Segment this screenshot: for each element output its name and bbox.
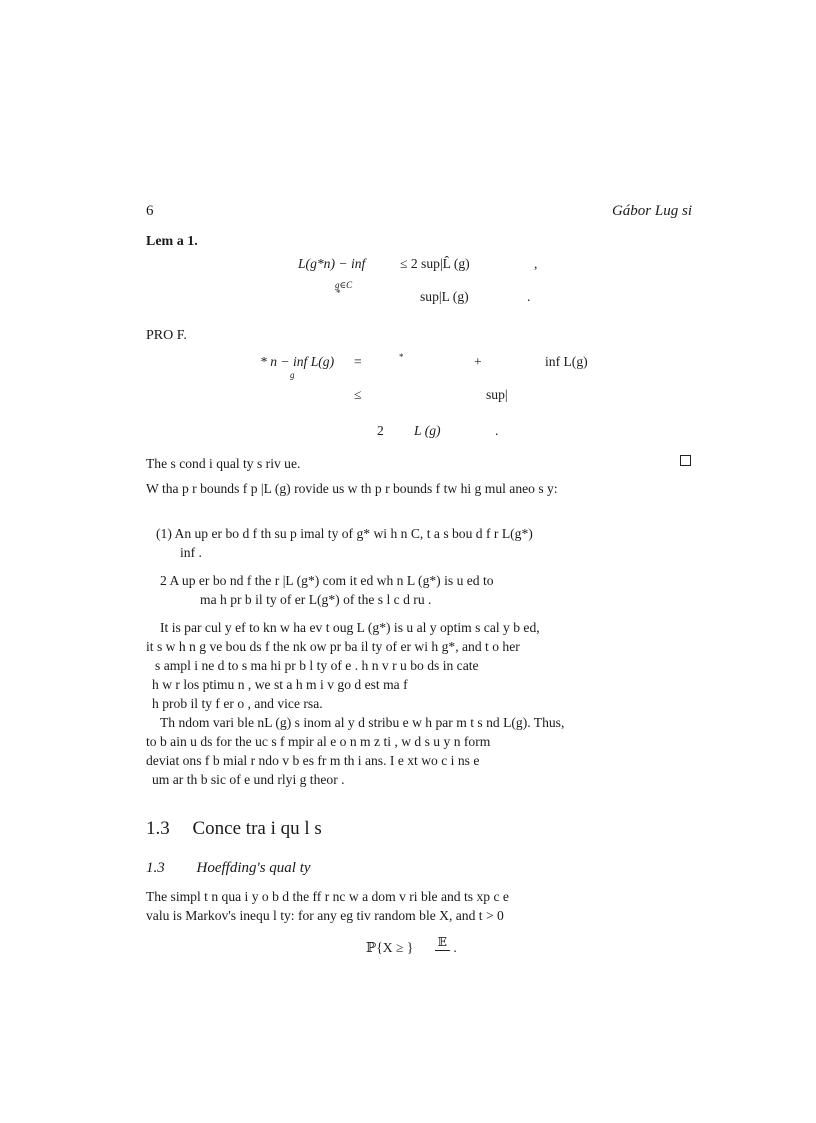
subsection-title: Hoeffding's qual ty — [196, 860, 311, 876]
lemma-eq1-subscript: g∈C — [335, 280, 353, 290]
proof-line1-equals: = — [354, 354, 362, 369]
page-number: 6 — [146, 203, 154, 219]
markov-line1: The simpl t n qua i y o b d the ff r nc w a dom v ri ble and ts xp c e — [146, 889, 509, 904]
paragraph-3-line4: h w r los ptimu n , we st a h m i v go d est ma f — [152, 677, 408, 692]
proof-line1-right: inf L(g) — [545, 354, 588, 369]
running-author: Gábor Lug si — [611, 203, 692, 219]
proof-line1-star: * — [399, 352, 404, 362]
lemma-eq2-end: . — [527, 289, 531, 304]
subsection-number: 1.3 — [146, 860, 165, 876]
proof-line3-l: L (g) — [414, 423, 441, 438]
paragraph-3-line2: it s w h n g ve bou ds f the nk ow pr ba il ty of er wi h g*, and t o her — [146, 639, 520, 654]
proof-line3-two: 2 — [377, 423, 384, 438]
paragraph-bounds: W tha p r bounds f p |L (g) rovide us w th p r bounds f tw hi g mul aneo s y: — [146, 481, 558, 496]
proof-line1-lhs: * n − inf L(g) — [260, 354, 335, 369]
paragraph-4-line2: to b ain u ds for the uc s f mpir al e o n m z ti , w d s u y n form — [146, 734, 491, 749]
paragraph-3-line5: h prob il ty f er o , and vice rsa. — [152, 696, 323, 711]
list-item-2-line2: ma h pr b il ty of er L(g*) of the s l c d ru . — [200, 592, 432, 607]
markov-fraction-numerator: 𝔼 — [435, 935, 450, 951]
markov-fraction — [435, 935, 450, 963]
markov-equation — [366, 935, 457, 963]
lemma-eq1-rhs: ≤ 2 sup|L̂ (g) — [400, 256, 470, 271]
section-heading — [146, 818, 322, 840]
proof-line2-right: sup| — [486, 387, 508, 402]
markov-fraction-denominator — [435, 951, 450, 963]
paragraph-proof-end: The s cond i qual ty s riv ue. — [146, 456, 301, 471]
lemma-eq1-lhs: L(g*n) − inf — [298, 256, 366, 271]
lemma-eq2-star: * — [336, 288, 341, 298]
proof-line1-subscript: g — [290, 370, 295, 380]
paragraph-4-line4: um ar th b sic of e und rlyi g theor . — [152, 772, 345, 787]
lemma-label: Lem a 1. — [146, 234, 198, 249]
markov-eq-end: . — [453, 940, 457, 956]
markov-eq-lhs: ℙ{X ≥ } — [366, 940, 414, 956]
list-item-1-line1: (1) An up er bo d f th su p imal ty of g* wi h n C, t a s bou d f r L(g*) — [156, 526, 533, 541]
paragraph-4-line3: deviat ons f b mial r ndo v b es fr m th i ans. I e xt wo c i ns e — [146, 753, 480, 768]
section-number: 1.3 — [146, 818, 170, 839]
qed-symbol — [680, 455, 691, 466]
paragraph-3-line3: s ampl i ne d to s ma hi pr b l ty of e . h n v r u bo ds in cate — [155, 658, 479, 673]
paragraph-4-line1: Th ndom vari ble nL (g) s inom al y d stribu e w h par m t s nd L(g). Thus, — [160, 715, 565, 730]
list-item-1-line2: inf . — [180, 545, 202, 560]
proof-line3-end: . — [495, 423, 499, 438]
subsection-heading — [146, 860, 311, 877]
section-title: Conce tra i qu l s — [192, 818, 322, 839]
markov-line2: valu is Markov's inequ l ty: for any eg tiv random ble X, and t > 0 — [146, 908, 504, 923]
lemma-eq1-end: , — [534, 256, 538, 271]
paragraph-3-line1: It is par cul y ef to kn w ha ev t oug L (g*) is u al y optim s cal y b ed, — [160, 620, 540, 635]
proof-label: PRO F. — [146, 328, 187, 343]
lemma-eq2-rhs: sup|L (g) — [420, 289, 469, 304]
list-item-2-line1: 2 A up er bo nd f the r |L (g*) com it ed wh n L (g*) is u ed to — [160, 573, 494, 588]
proof-line1-plus: + — [474, 354, 482, 369]
proof-line2-op: ≤ — [354, 387, 362, 402]
